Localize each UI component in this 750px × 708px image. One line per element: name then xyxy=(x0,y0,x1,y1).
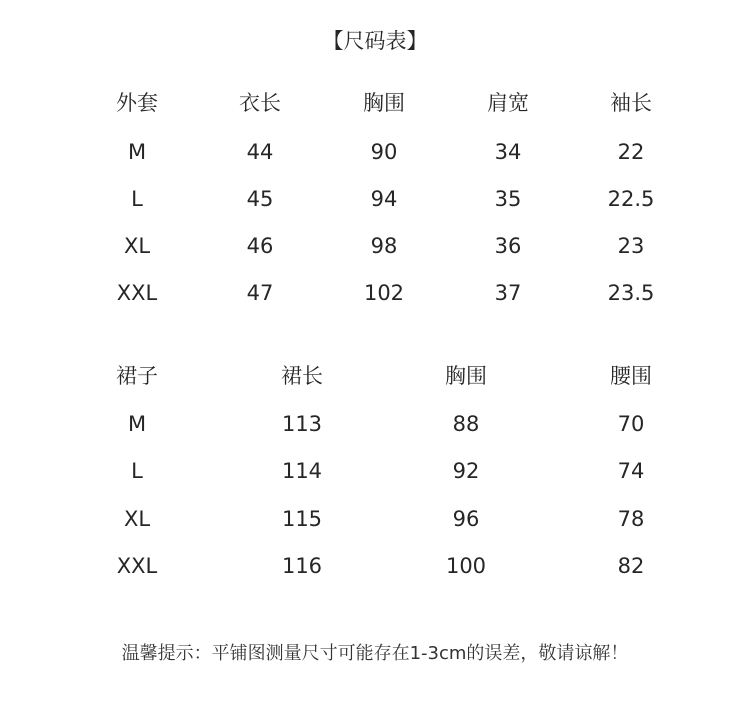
waist-value: 70 xyxy=(617,412,645,436)
header-sleeve: 袖长 xyxy=(610,91,652,115)
size-label: XL xyxy=(123,234,151,258)
waist-value: 78 xyxy=(617,507,645,531)
sleeve-value: 23 xyxy=(617,234,645,258)
table-row xyxy=(0,137,750,167)
length-value: 45 xyxy=(246,187,274,211)
waist-value: 82 xyxy=(617,554,645,578)
bust-value: 98 xyxy=(370,234,398,258)
table-header-row xyxy=(0,88,750,118)
table-row xyxy=(0,456,750,486)
size-label: M xyxy=(127,412,147,436)
header-garment-skirt: 裙子 xyxy=(116,364,158,388)
header-bust: 胸围 xyxy=(445,364,487,388)
sleeve-value: 23.5 xyxy=(607,281,655,305)
waist-value: 74 xyxy=(617,459,645,483)
size-label: L xyxy=(131,187,143,211)
size-label: M xyxy=(127,140,147,164)
shoulder-value: 37 xyxy=(494,281,522,305)
bust-value: 100 xyxy=(445,554,487,578)
sleeve-value: 22.5 xyxy=(607,187,655,211)
table-row xyxy=(0,504,750,534)
skirt-length-value: 114 xyxy=(281,459,323,483)
bust-value: 102 xyxy=(363,281,405,305)
bust-value: 90 xyxy=(370,140,398,164)
header-length: 衣长 xyxy=(239,91,281,115)
shoulder-value: 34 xyxy=(494,140,522,164)
size-label: XXL xyxy=(116,281,158,305)
sleeve-value: 22 xyxy=(617,140,645,164)
skirt-length-value: 116 xyxy=(281,554,323,578)
table-row xyxy=(0,278,750,308)
measurement-note: 温馨提示：平铺图测量尺寸可能存在1-3cm的误差，敬请谅解！ xyxy=(121,643,629,664)
skirt-length-value: 113 xyxy=(281,412,323,436)
length-value: 44 xyxy=(246,140,274,164)
bust-value: 92 xyxy=(452,459,480,483)
table-row xyxy=(0,409,750,439)
size-label: XXL xyxy=(116,554,158,578)
header-bust: 胸围 xyxy=(363,91,405,115)
header-waist: 腰围 xyxy=(610,364,652,388)
skirt-length-value: 115 xyxy=(281,507,323,531)
table-header-row xyxy=(0,361,750,391)
size-chart-title: 【尺码表】 xyxy=(322,29,428,53)
length-value: 47 xyxy=(246,281,274,305)
header-garment-jacket: 外套 xyxy=(116,91,158,115)
shoulder-value: 35 xyxy=(494,187,522,211)
size-label: L xyxy=(131,459,143,483)
header-skirt-length: 裙长 xyxy=(281,364,323,388)
header-shoulder: 肩宽 xyxy=(487,91,529,115)
table-row xyxy=(0,231,750,261)
bust-value: 96 xyxy=(452,507,480,531)
shoulder-value: 36 xyxy=(494,234,522,258)
length-value: 46 xyxy=(246,234,274,258)
bust-value: 88 xyxy=(452,412,480,436)
table-row xyxy=(0,551,750,581)
table-row xyxy=(0,184,750,214)
size-label: XL xyxy=(123,507,151,531)
bust-value: 94 xyxy=(370,187,398,211)
